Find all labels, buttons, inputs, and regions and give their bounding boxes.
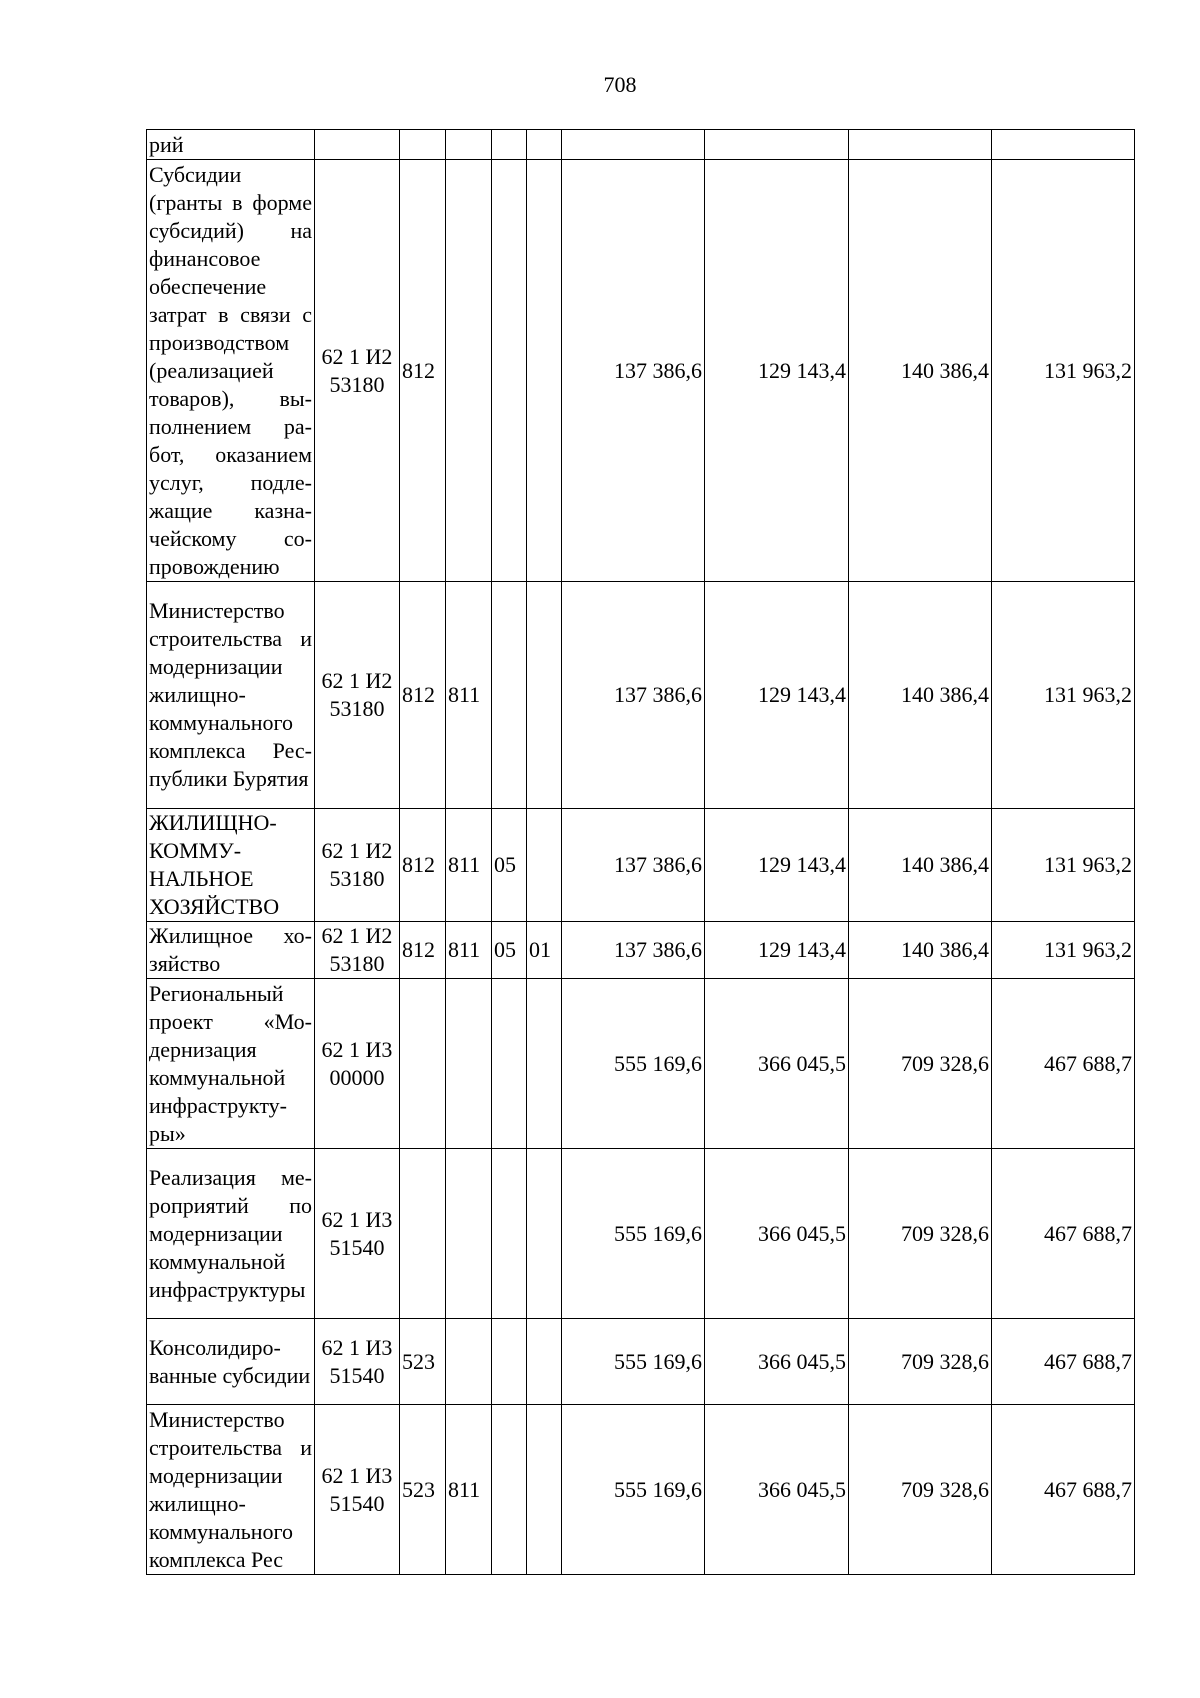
target-code-cell: 62 1 И3 51540 bbox=[315, 1319, 400, 1405]
expense-type-cell: 812 bbox=[400, 160, 446, 582]
section-cell bbox=[492, 1405, 527, 1575]
target-code-cell: 62 1 И2 53180 bbox=[315, 160, 400, 582]
expense-type-cell bbox=[400, 1149, 446, 1319]
row-name-cell: Реализация мероприятий по модернизации коммунальной инфраструктуры bbox=[147, 1149, 315, 1319]
ministry-code-cell bbox=[446, 130, 492, 160]
row-name-cell: Субсидии (гранты в форме субсидий) на финансовое обеспечение затрат в связи с производством (реализацией товаров), выполнением работ, оказанием услуг, подлежащие казначейскому сопровождению bbox=[147, 160, 315, 582]
amount-2-cell: 129 143,4 bbox=[705, 922, 849, 979]
target-code-cell: 62 1 И3 51540 bbox=[315, 1149, 400, 1319]
subsection-cell bbox=[527, 130, 562, 160]
expense-type-cell: 812 bbox=[400, 922, 446, 979]
expense-type-cell: 812 bbox=[400, 809, 446, 922]
amount-1-cell: 137 386,6 bbox=[562, 922, 705, 979]
amount-4-cell: 467 688,7 bbox=[992, 979, 1135, 1149]
amount-2-cell: 129 143,4 bbox=[705, 160, 849, 582]
row-name-cell: Министерство строительства и модернизации жилищно-коммунального комплекса Республики Бурятия bbox=[147, 582, 315, 809]
amount-4-cell: 131 963,2 bbox=[992, 809, 1135, 922]
table-row bbox=[147, 979, 1135, 1149]
table-row bbox=[147, 922, 1135, 979]
amount-1-cell bbox=[562, 130, 705, 160]
row-name-cell: рий bbox=[147, 130, 315, 160]
section-cell: 05 bbox=[492, 922, 527, 979]
expense-type-cell bbox=[400, 130, 446, 160]
ministry-code-cell: 811 bbox=[446, 922, 492, 979]
amount-3-cell: 140 386,4 bbox=[849, 582, 992, 809]
amount-2-cell: 366 045,5 bbox=[705, 979, 849, 1149]
amount-4-cell: 131 963,2 bbox=[992, 582, 1135, 809]
table-row bbox=[147, 1405, 1135, 1575]
ministry-code-cell: 811 bbox=[446, 1405, 492, 1575]
amount-4-cell: 467 688,7 bbox=[992, 1319, 1135, 1405]
section-cell bbox=[492, 979, 527, 1149]
table-row bbox=[147, 809, 1135, 922]
subsection-cell bbox=[527, 1149, 562, 1319]
amount-1-cell: 555 169,6 bbox=[562, 1319, 705, 1405]
ministry-code-cell bbox=[446, 1319, 492, 1405]
subsection-cell bbox=[527, 1319, 562, 1405]
amount-3-cell: 709 328,6 bbox=[849, 1149, 992, 1319]
row-name-cell: Министерство строительства и модернизации жилищно-коммунального комплекса Рес bbox=[147, 1405, 315, 1575]
row-name-cell: Региональный проект «Модернизация коммунальной инфраструктуры» bbox=[147, 979, 315, 1149]
row-name-cell: Жилищное хозяйство bbox=[147, 922, 315, 979]
amount-3-cell: 140 386,4 bbox=[849, 160, 992, 582]
table-row bbox=[147, 1319, 1135, 1405]
expense-type-cell: 523 bbox=[400, 1319, 446, 1405]
target-code-cell bbox=[315, 130, 400, 160]
subsection-cell bbox=[527, 1405, 562, 1575]
budget-table bbox=[146, 129, 1135, 1575]
section-cell bbox=[492, 1149, 527, 1319]
section-cell bbox=[492, 160, 527, 582]
ministry-code-cell bbox=[446, 1149, 492, 1319]
expense-type-cell: 812 bbox=[400, 582, 446, 809]
ministry-code-cell: 811 bbox=[446, 582, 492, 809]
amount-3-cell: 140 386,4 bbox=[849, 922, 992, 979]
subsection-cell bbox=[527, 809, 562, 922]
target-code-cell: 62 1 И2 53180 bbox=[315, 922, 400, 979]
amount-3-cell: 709 328,6 bbox=[849, 1405, 992, 1575]
amount-2-cell: 366 045,5 bbox=[705, 1149, 849, 1319]
section-cell: 05 bbox=[492, 809, 527, 922]
amount-2-cell: 366 045,5 bbox=[705, 1319, 849, 1405]
amount-1-cell: 555 169,6 bbox=[562, 979, 705, 1149]
amount-1-cell: 555 169,6 bbox=[562, 1405, 705, 1575]
page-number: 708 bbox=[603, 72, 637, 97]
target-code-cell: 62 1 И2 53180 bbox=[315, 582, 400, 809]
table-row bbox=[147, 160, 1135, 582]
ministry-code-cell bbox=[446, 160, 492, 582]
subsection-cell bbox=[527, 160, 562, 582]
amount-3-cell: 709 328,6 bbox=[849, 979, 992, 1149]
amount-1-cell: 137 386,6 bbox=[562, 160, 705, 582]
amount-2-cell: 129 143,4 bbox=[705, 809, 849, 922]
amount-3-cell: 140 386,4 bbox=[849, 809, 992, 922]
section-cell bbox=[492, 582, 527, 809]
target-code-cell: 62 1 И3 00000 bbox=[315, 979, 400, 1149]
ministry-code-cell: 811 bbox=[446, 809, 492, 922]
section-cell bbox=[492, 1319, 527, 1405]
table-row bbox=[147, 582, 1135, 809]
row-name-cell: Консолидированные субсидии bbox=[147, 1319, 315, 1405]
subsection-cell bbox=[527, 979, 562, 1149]
amount-3-cell bbox=[849, 130, 992, 160]
amount-2-cell: 366 045,5 bbox=[705, 1405, 849, 1575]
subsection-cell bbox=[527, 582, 562, 809]
amount-2-cell: 129 143,4 bbox=[705, 582, 849, 809]
amount-1-cell: 137 386,6 bbox=[562, 582, 705, 809]
expense-type-cell: 523 bbox=[400, 1405, 446, 1575]
expense-type-cell bbox=[400, 979, 446, 1149]
table-row bbox=[147, 130, 1135, 160]
amount-4-cell bbox=[992, 130, 1135, 160]
amount-4-cell: 467 688,7 bbox=[992, 1405, 1135, 1575]
amount-2-cell bbox=[705, 130, 849, 160]
target-code-cell: 62 1 И2 53180 bbox=[315, 809, 400, 922]
amount-4-cell: 131 963,2 bbox=[992, 160, 1135, 582]
ministry-code-cell bbox=[446, 979, 492, 1149]
amount-4-cell: 467 688,7 bbox=[992, 1149, 1135, 1319]
table-row bbox=[147, 1149, 1135, 1319]
amount-3-cell: 709 328,6 bbox=[849, 1319, 992, 1405]
amount-1-cell: 555 169,6 bbox=[562, 1149, 705, 1319]
target-code-cell: 62 1 И3 51540 bbox=[315, 1405, 400, 1575]
subsection-cell: 01 bbox=[527, 922, 562, 979]
amount-4-cell: 131 963,2 bbox=[992, 922, 1135, 979]
amount-1-cell: 137 386,6 bbox=[562, 809, 705, 922]
section-cell bbox=[492, 130, 527, 160]
row-name-cell: ЖИЛИЩНО-КОММУНАЛЬНОЕ ХОЗЯЙСТВО bbox=[147, 809, 315, 922]
